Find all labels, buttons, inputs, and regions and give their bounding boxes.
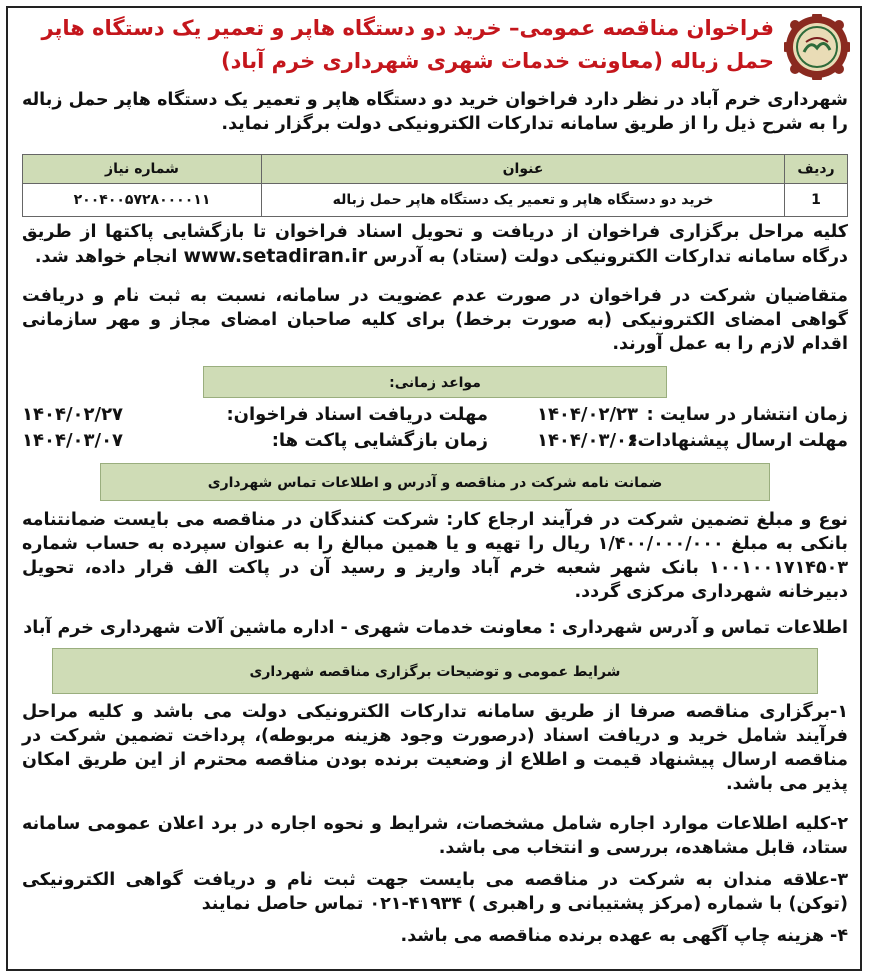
cell-need-number: ۲۰۰۴۰۰۵۷۲۸۰۰۰۰۱۱	[23, 184, 262, 217]
contact-line: اطلاعات تماس و آدرس شهرداری : معاونت خدمات شهری - اداره ماشین آلات شهرداری خرم آباد	[23, 618, 848, 638]
municipality-seal-icon	[784, 14, 850, 80]
conditions-band: شرایط عمومی و توضیحات برگزاری مناقصه شهرداری	[52, 648, 818, 694]
open-label: زمان بازگشایی پاکت ها:	[271, 430, 488, 451]
col-header-row: ردیف	[785, 155, 848, 184]
intro-paragraph: شهرداری خرم آباد در نظر دارد فراخوان خرید دو دستگاه هاپر و تعمیر یک دستگاه هاپر حمل زباله را به شرح ذیل را از طریق سامانه تدارکات الکترونیکی دولت برگزار نماید.	[22, 90, 848, 134]
open-value: ۱۴۰۴/۰۳/۰۷	[22, 430, 124, 451]
col-header-title: عنوان	[262, 155, 785, 184]
guarantee-band: ضمانت نامه شرکت در مناقصه و آدرس و اطلاعات تماس شهرداری	[100, 463, 770, 501]
guarantee-paragraph: نوع و مبلغ تضمین شرکت در فرآیند ارجاع کار: شرکت کنندگان در مناقصه می بایست ضمانتنامه بانکی به مبلغ ۱/۴۰۰/۰۰۰/۰۰۰ ریال را تهیه و یا همین مبالغ را به عنوان سپرده به حساب شماره ۱۰۰۱۰۰۱۷۱۴۵۰۳ بانک شهر شعبه خرم آباد واریز و رسید آن در پاکت الف قرار داده، تحویل دبیرخانه شهرداری مرکزی گردد.	[22, 510, 848, 602]
publish-value: ۱۴۰۴/۰۲/۲۳	[536, 404, 638, 425]
title-line-2: حمل زباله (معاونت خدمات شهری شهرداری خرم آباد)	[220, 49, 774, 73]
submit-value: ۱۴۰۴/۰۳/۰۶	[536, 430, 638, 451]
dates-row-2	[22, 430, 848, 456]
doc-deadline-label: مهلت دریافت اسناد فراخوان:	[226, 404, 488, 425]
applicants-paragraph: متقاضیان شرکت در فراخوان در صورت عدم عضویت در سامانه، نسبت به ثبت نام و دریافت گواهی امضای الکترونیکی (به صورت برخط) برای کلیه صاحبان امضای مجاز و مهر سازمانی اقدام لازم را به عمل آورند.	[22, 286, 848, 354]
stages-paragraph	[22, 220, 848, 269]
condition-item-4: ۴- هزینه چاپ آگهی به عهده برنده مناقصه می باشد.	[400, 926, 848, 946]
submit-label: مهلت ارسال پیشنهادات:	[630, 430, 848, 451]
stages-text-a: کلیه مراحل برگزاری فراخوان از دریافت و تحویل اسناد فراخوان تا بازگشایی پاکتها از طریق درگاه سامانه تدارکات الکترونیکی دولت (ستاد) به آدرس	[22, 222, 848, 267]
ad-title	[20, 12, 774, 78]
dates-band: مواعد زمانی:	[203, 366, 667, 398]
title-line-1: فراخوان مناقصه عمومی– خرید دو دستگاه هاپر و تعمیر یک دستگاه هاپر	[41, 16, 774, 40]
website-link[interactable]: www.setadiran.ir	[183, 245, 368, 267]
dates-row-1	[22, 404, 848, 430]
table-row	[23, 184, 848, 217]
condition-item-1: ۱-برگزاری مناقصه صرفا از طریق سامانه تدارکات الکترونیکی دولت می باشد و کلیه مراحل فرآیند شامل خرید و دریافت اسناد (درصورت وجود هزینه مربوطه)، پرداخت تضمین شرکت در مناقصه ارسال پیشنهاد قیمت و اطلاع از وضعیت برنده بودن مناقصه محترم از این طریق امکان پذیر می باشد.	[22, 702, 848, 794]
col-header-need-number: شماره نیاز	[23, 155, 262, 184]
header	[20, 12, 850, 82]
publish-label: زمان انتشار در سایت :	[646, 404, 848, 425]
stages-text-b: انجام خواهد شد.	[34, 247, 178, 267]
cell-title: خرید دو دستگاه هاپر و تعمیر یک دستگاه هاپر حمل زباله	[262, 184, 785, 217]
cell-row-number: 1	[785, 184, 848, 217]
need-table	[22, 154, 848, 217]
condition-item-2: ۲-کلیه اطلاعات موارد اجاره شامل مشخصات، شرایط و نحوه اجاره در برد اعلان عمومی سامانه ستاد، قابل مشاهده، بررسی و انتخاب می باشد.	[22, 814, 848, 858]
condition-item-3: ۳-علاقه مندان به شرکت در مناقصه می بایست جهت ثبت نام و دریافت گواهی الکترونیکی (توکن) با شماره (مرکز پشتیبانی و راهبری ) ۴۱۹۳۴-۰۲۱ تماس حاصل نمایند	[22, 870, 848, 914]
doc-deadline-value: ۱۴۰۴/۰۲/۲۷	[22, 404, 124, 425]
